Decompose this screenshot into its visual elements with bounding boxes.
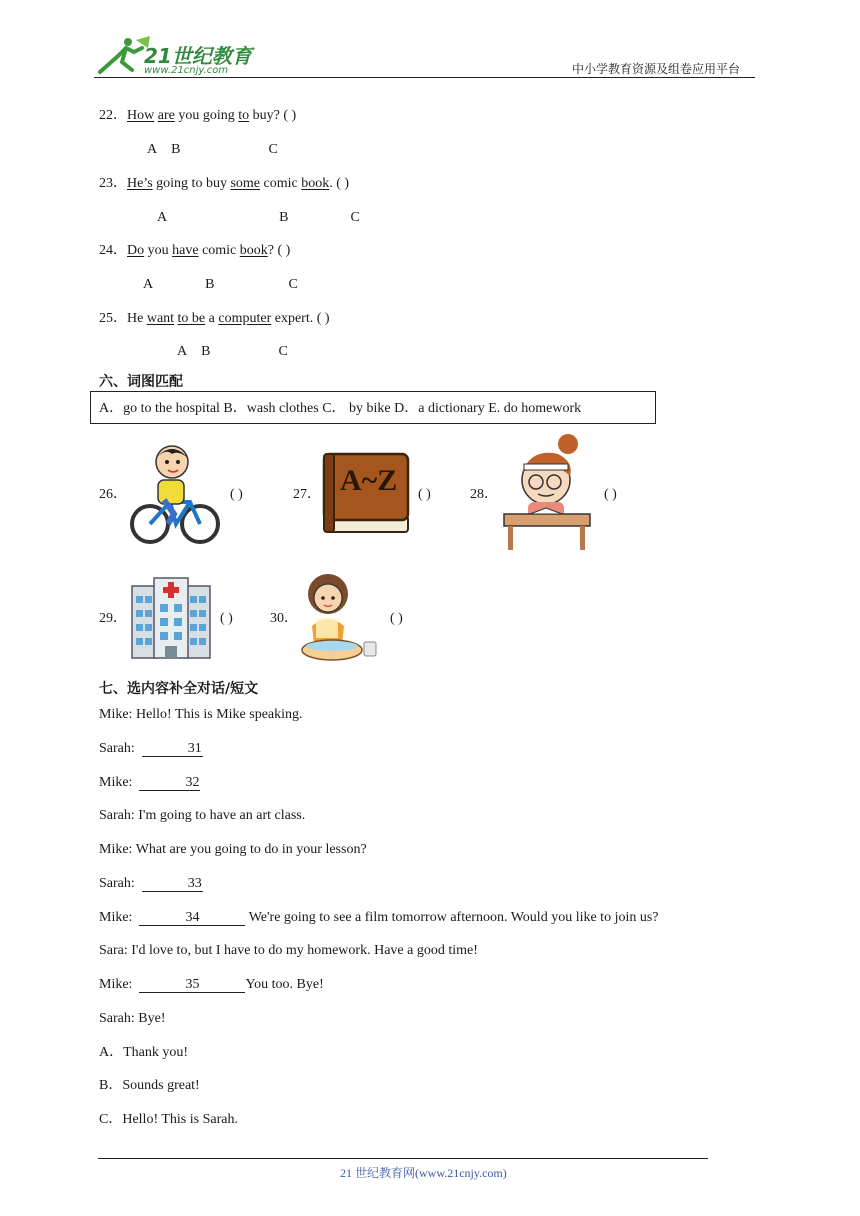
boy-on-bike-icon [128, 440, 222, 548]
question-24: 24．Do you have comic book? ( ) [99, 243, 291, 258]
logo-text: 21世纪教育 [144, 44, 252, 68]
logo-url: www.21cnjy.com [144, 65, 229, 76]
platform-title: 中小学教育资源及组卷应用平台 [572, 62, 741, 76]
section-7-title: 七、选内容补全对话/短文 [99, 681, 259, 697]
question-23: 23．He’s going to buy some comic book. ( ) [99, 176, 350, 191]
choice-c: C．Hello! This is Sarah. [99, 1112, 238, 1127]
question-22: 22．How are you going to buy? ( ) [99, 108, 297, 123]
item-28-number: 28． [470, 487, 498, 502]
item-28-answer[interactable]: ( ) [604, 487, 617, 502]
blank-35[interactable]: 35 [139, 977, 245, 993]
dictionary-book-icon [322, 450, 412, 536]
item-26-number: 26． [99, 487, 127, 502]
section-6-title: 六、词图匹配 [99, 374, 183, 390]
dialogue-line: Mike: Hello! This is Mike speaking. [99, 707, 303, 722]
question-23-options: A B C [157, 210, 360, 225]
question-25-options: A B C [177, 344, 288, 359]
footer-text: 21 世纪教育网(www.21cnjy.com) [340, 1166, 507, 1180]
item-30-answer[interactable]: ( ) [390, 611, 403, 626]
blank-32[interactable]: 32 [139, 775, 200, 791]
blank-31[interactable]: 31 [142, 741, 203, 757]
dialogue-line: Sarah: 33 [99, 876, 202, 891]
item-26-answer[interactable]: ( ) [230, 487, 243, 502]
choice-a: A．Thank you! [99, 1045, 189, 1060]
dialogue-line: Mike: 32 [99, 775, 200, 790]
dialogue-line: Mike: 34 We're going to see a film tomorrow afternoon. Would you like to join us? [99, 910, 659, 925]
blank-33[interactable]: 33 [142, 876, 203, 892]
word-bank-text: A．go to the hospital B．wash clothes C． by bike D．a dictionary E. do homework [99, 401, 582, 416]
item-29-number: 29． [99, 611, 127, 626]
blank-34[interactable]: 34 [139, 910, 245, 926]
dialogue-line: Mike: What are you going to do in your lesson? [99, 842, 367, 857]
girl-doing-homework-icon [498, 432, 594, 554]
item-27-answer[interactable]: ( ) [418, 487, 431, 502]
footer-divider [98, 1158, 708, 1159]
dialogue-line: Sarah: 31 [99, 741, 202, 756]
question-25: 25．He want to be a computer expert. ( ) [99, 311, 330, 326]
dialogue-line: Mike: 35 You too. Bye! [99, 977, 324, 992]
hospital-icon [130, 576, 212, 660]
item-30-number: 30． [270, 611, 298, 626]
question-22-options: A B C [147, 142, 278, 157]
word-bank-box [90, 391, 656, 424]
choice-b: B．Sounds great! [99, 1078, 200, 1093]
item-27-number: 27． [293, 487, 321, 502]
woman-washing-clothes-icon [298, 568, 384, 664]
question-24-options: A B C [143, 277, 298, 292]
item-29-answer[interactable]: ( ) [220, 611, 233, 626]
dictionary-label: A~Z [340, 464, 398, 497]
site-logo [92, 34, 262, 78]
header-divider [94, 77, 755, 78]
dialogue-line: Sarah: I'm going to have an art class. [99, 808, 306, 823]
dialogue-line: Sarah: Bye! [99, 1011, 166, 1026]
dialogue-line: Sara: I'd love to, but I have to do my homework. Have a good time! [99, 943, 478, 958]
